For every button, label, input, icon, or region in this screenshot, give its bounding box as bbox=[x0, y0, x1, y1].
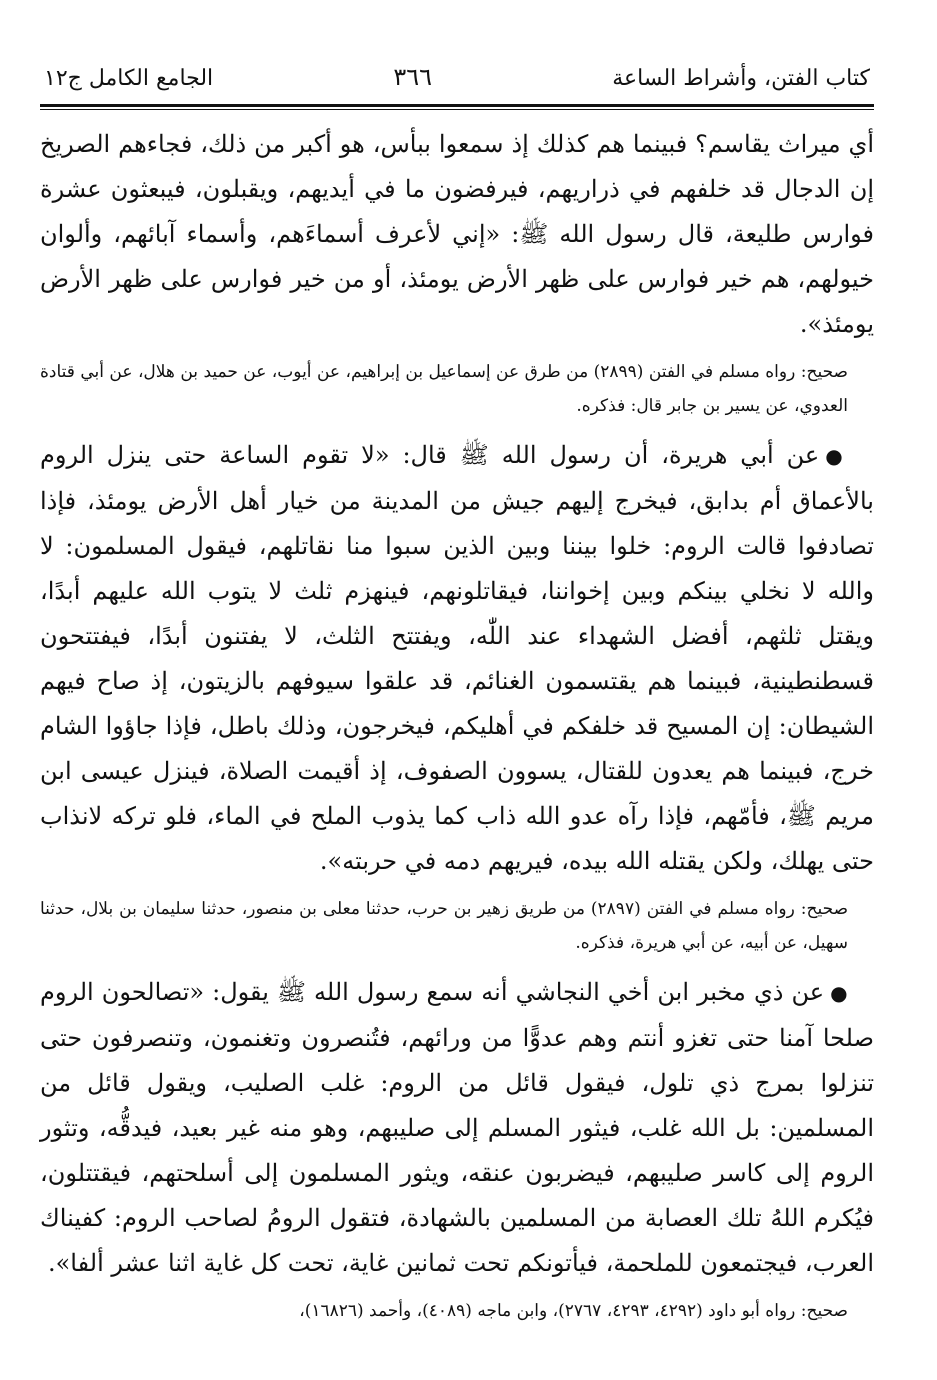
takhrij-note: صحيح: رواه مسلم في الفتن (٢٨٩٧) من طريق زهير بن حرب، حدثنا معلى بن منصور، حدثنا سليمان بن بلال، حدثنا سهيل، عن أبيه، عن أبي هريرة، فذكره. bbox=[40, 899, 848, 953]
takhrij-note: صحيح: رواه مسلم في الفتن (٢٨٩٩) من طرق عن إسماعيل بن إبراهيم، عن أيوب، عن حميد بن هلال، عن أبي قتادة العدوي، عن يسير بن جابر قال: فذكره. bbox=[40, 362, 848, 416]
hadith-text: عن ذي مخبر ابن أخي النجاشي أنه سمع رسول الله ﷺ يقول: «تصالحون الروم صلحا آمنا حتى تغزو أنتم وهم عدوًّا من ورائهم، فتُنصرون وتغنمون، وتنصرفون حتى تنزلوا بمرج ذي تلول، فيقول قائل من الروم: غلب الصليب، ويقول قائل من المسلمين: بل الله غلب، فيثور المسلم إلى صليبهم، وهو منه غير بعيد، فيدقُّه، وتثور الروم إلى كاسر صليبهم، فيضربون عنقه، ويثور المسلمون إلى أسلحتهم، فيقتتلون، فيُكرم اللهُ تلك العصابة من المسلمين بالشهادة، فتقول الرومُ لصاحب الروم: كفيناك العرب، فيجتمعون للملحمة، فيأتونكم تحت ثمانين غاية، تحت كل غاية اثنا عشر ألفا». bbox=[40, 978, 874, 1277]
main-paragraph: أي ميراث يقاسم؟ فبينما هم كذلك إذ سمعوا ببأس، هو أكبر من ذلك، فجاءهم الصريخ إن الدجال قد خلفهم في ذراريهم، فيرفضون ما في أيديهم، ويقبلون، فيبعثون عشرة فوارس طليعة، قال رسول الله ﷺ: «إني لأعرف أسماءَهم، وأسماء آبائهم، وألوان خيولهم، هم خير فوارس على ظهر الأرض يومئذ، أو من خير فوارس على ظهر الأرض يومئذ». bbox=[40, 130, 875, 338]
bullet-icon: ● bbox=[825, 444, 849, 468]
page-number: ٣٦٦ bbox=[393, 63, 433, 91]
book-title: كتاب الفتن، وأشراط الساعة bbox=[612, 66, 870, 91]
takhrij-note: صحيح: رواه أبو داود (٤٢٩٢، ٤٢٩٣، ٢٧٦٧)، وابن ماجه (٤٠٨٩)، وأحمد (١٦٨٢٦)، bbox=[299, 1301, 848, 1321]
header-rule-thin bbox=[40, 109, 874, 110]
book-page bbox=[40, 62, 874, 1338]
hadith-paragraph bbox=[40, 970, 874, 1286]
hadith-paragraph bbox=[40, 433, 874, 884]
hadith-text: عن أبي هريرة، أن رسول الله ﷺ قال: «لا تقوم الساعة حتى ينزل الروم بالأعماق أم بدابق، فيخرج إليهم جيش من المدينة من خيار أهل الأرض يومئذ، فإذا تصادفوا قالت الروم: خلوا بيننا وبين الذين سبوا منا نقاتلهم، فيقول المسلمون: لا والله لا نخلي بينكم وبين إخواننا، فيقاتلونهم، فينهزم ثلث لا يتوب الله عليهم أبدًا، ويقتل ثلثهم، أفضل الشهداء عند اللّٰه، ويفتتح الثلث، لا يفتنون أبدًا، فيفتتحون قسطنطينية، فبينما هم يقتسمون الغنائم، قد علقوا سيوفهم بالزيتون، إذ صاح فيهم الشيطان: إن المسيح قد خلفكم في أهليكم، فيخرجون، وذلك باطل، فإذا جاؤوا الشام خرج، فبينما هم يعدون للقتال، يسوون الصفوف، إذ أقيمت الصلاة، فينزل عيسى ابن مريم ﷺ، فأمّهم، فإذا رآه عدو الله ذاب كما يذوب الملح في الماء، فلو تركه لانذاب حتى يهلك، ولكن يقتله الله بيده، فيريهم دمه في حربته». bbox=[40, 441, 874, 875]
header-rule bbox=[40, 104, 874, 107]
page-header bbox=[40, 62, 874, 94]
bullet-icon: ● bbox=[830, 981, 849, 1005]
volume-title: الجامع الكامل ج١٢ bbox=[44, 66, 214, 91]
